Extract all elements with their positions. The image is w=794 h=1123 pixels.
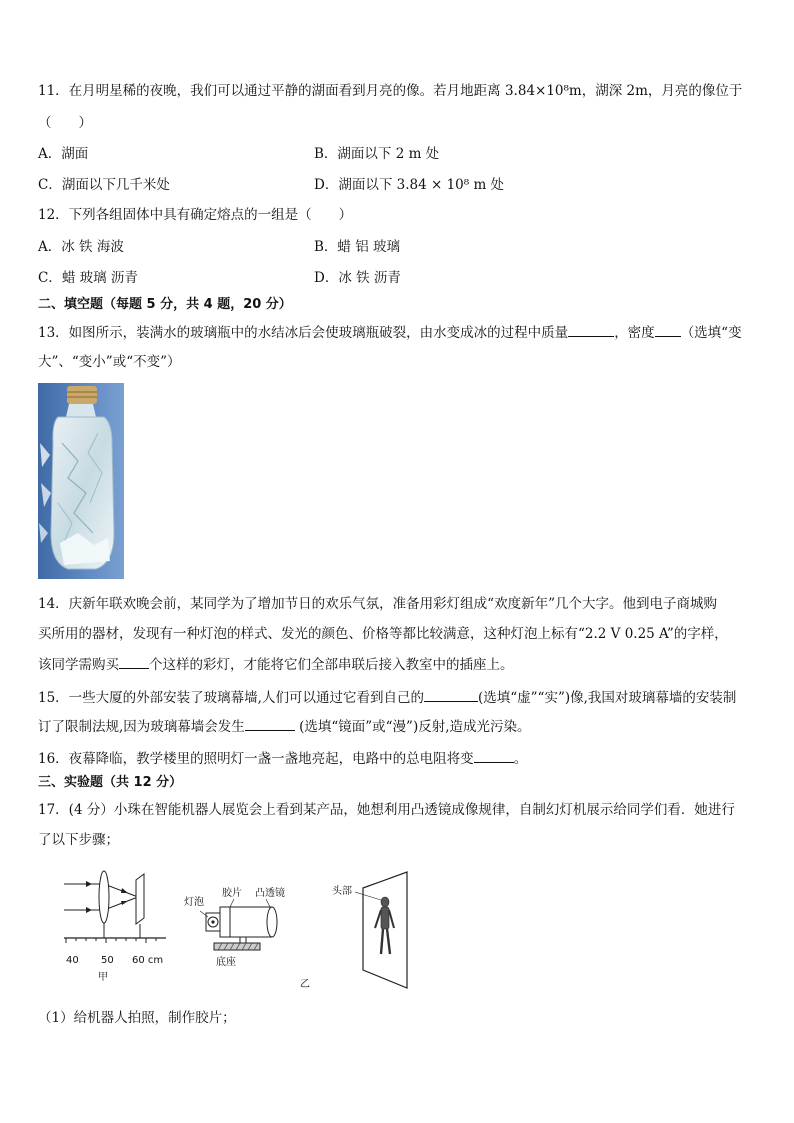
q15-text-c: 订了限制法规,因为玻璃幕墙会发生 (38, 719, 245, 735)
q14-text-b: 个这样的彩灯，才能将它们全部串联后接入教室中的插座上。 (149, 657, 514, 673)
q11-paren: （ ） (38, 115, 92, 131)
q15-text-d: (选填“镜面”或“漫”)反射,造成光污染。 (294, 719, 531, 735)
label-base: 底座 (216, 957, 236, 968)
projector-tube (220, 907, 272, 937)
q16-line (38, 748, 527, 769)
bottle-cap (67, 386, 97, 404)
tick-50: 50 (101, 955, 114, 966)
q13-text-a: 13．如图所示，装满水的玻璃瓶中的水结冰后会使玻璃瓶破裂，由水变成冰的过程中质量 (38, 325, 569, 341)
section-experiment-heading: 三、实验题（共 12 分） (38, 775, 183, 790)
label-yi: 乙 (300, 979, 310, 990)
q14-line1: 14．庆新年联欢晚会前，某同学为了增加节日的欢乐气氛，准备用彩灯组成“欢度新年”几个大字。他到电子商城购 (38, 596, 717, 612)
ice-bottle-photo (38, 383, 124, 579)
q15-text-b: (选填“虚”“实”)像,我国对玻璃幕墙的安装制 (477, 690, 737, 706)
light-screen-icon (136, 874, 144, 924)
section-fill-in-heading: 二、填空题（每题 5 分，共 4 题，20 分） (38, 297, 292, 312)
q11-option-d: D．湖面以下 3.84 × 10⁸ m 处 (314, 177, 505, 193)
q15-blank-image-type[interactable] (424, 687, 478, 702)
q16-text-b: 。 (513, 751, 528, 767)
q11-stem: 11．在月明星稀的夜晚，我们可以通过平静的湖面看到月亮的像。若月地距离 3.84×10⁸m，湖深 2m，月亮的像位于 (38, 83, 743, 99)
q11-option-a: A．湖面 (38, 146, 89, 162)
screen-panel (363, 872, 407, 988)
q15-line1 (38, 687, 736, 708)
label-jia: 甲 (98, 972, 108, 983)
q12-option-a: A．冰 铁 海波 (38, 239, 124, 255)
q16-text-a: 16．夜幕降临，教学楼里的照明灯一盏一盏地亮起，电路中的总电阻将变 (38, 751, 474, 767)
q13-text-c: （选填“变 (680, 325, 742, 341)
q17-line2: 了以下步骤； (38, 832, 119, 848)
q15-text-a: 15．一些大厦的外部安装了玻璃幕墙,人们可以通过它看到自己的 (38, 690, 424, 706)
label-film: 胶片 (222, 888, 242, 899)
q12-stem: 12．下列各组固体中具有确定熔点的一组是（ ） (38, 207, 353, 223)
q12-option-d: D．冰 铁 沥青 (314, 270, 401, 286)
q13-blank-mass[interactable] (568, 322, 614, 337)
tick-60-cm: 60 cm (132, 955, 164, 966)
label-lens: 凸透镜 (255, 888, 285, 899)
label-head: 头部 (332, 886, 352, 897)
q15-blank-reflection[interactable] (245, 716, 295, 731)
label-bulb: 灯泡 (184, 897, 204, 908)
q13-line1 (38, 322, 742, 343)
q11-option-b: B．湖面以下 2 m 处 (314, 146, 440, 162)
q11-option-c: C．湖面以下几千米处 (38, 177, 170, 193)
figure-projection-screen (355, 870, 415, 992)
q17-step1: （1）给机器人拍照，制作胶片； (38, 1010, 236, 1026)
q12-option-b: B．蜡 铝 玻璃 (314, 239, 401, 255)
projector-lens-icon (267, 907, 277, 937)
convex-lens-icon (99, 871, 109, 923)
q14-line2: 买所用的器材，发现有一种灯泡的样式、发光的颜色、价格等都比较满意，这种灯泡上标有“2.2 V 0.25 A”的字样， (38, 626, 728, 642)
q13-text-b: ，密度 (614, 325, 655, 341)
q14-text-a: 该同学需购买 (38, 657, 119, 673)
q14-line3 (38, 654, 514, 675)
q13-line2: 大”、“变小”或“不变”） (38, 354, 181, 370)
q16-blank-resistance[interactable] (474, 748, 514, 763)
tick-40: 40 (66, 955, 79, 966)
q14-blank-count[interactable] (119, 654, 149, 669)
q15-line2 (38, 716, 531, 737)
q13-blank-density[interactable] (655, 322, 681, 337)
q12-option-c: C．蜡 玻璃 沥青 (38, 270, 138, 286)
q17-line1: 17．(4 分）小珠在智能机器人展览会上看到某产品，她想利用凸透镜成像规律，自制幻灯机展示给同学们看．她进行 (38, 802, 735, 818)
